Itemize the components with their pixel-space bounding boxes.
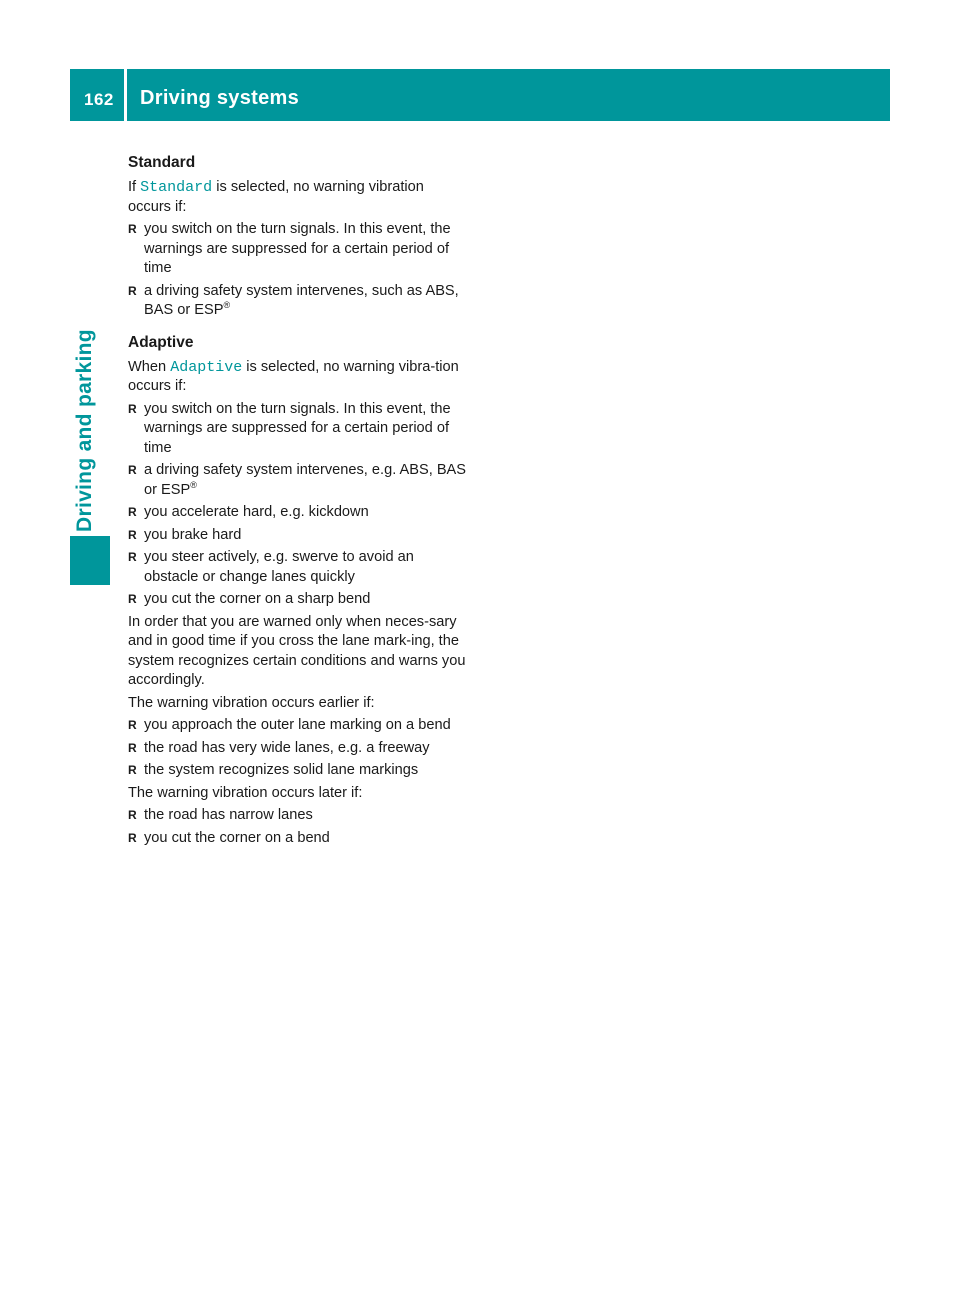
standard-intro-pre: If — [128, 179, 141, 195]
list-item: R you brake hard — [128, 526, 468, 546]
adaptive-heading: Adaptive — [128, 333, 194, 351]
bullet-marker: R — [128, 527, 137, 542]
list-item: R you switch on the turn signals. In this event, the warnings are suppressed for a certain period of time — [128, 400, 451, 456]
list-item: R a driving safety system intervenes, such as ABS, BAS or ESP® — [128, 282, 459, 318]
side-tab-label: Driving and parking — [73, 329, 96, 532]
side-tab-marker — [70, 536, 110, 585]
list-item: R the system recognizes solid lane markings — [128, 761, 468, 781]
adaptive-keyword: Adaptive — [170, 358, 243, 376]
bullet-marker: R — [128, 718, 137, 732]
list-item: R the road has very wide lanes, e.g. a freeway — [128, 739, 468, 759]
standard-intro-post: is selected, no warning vibration occurs if: — [128, 179, 424, 215]
bullet-marker: R — [128, 808, 137, 822]
standard-heading: Standard — [128, 154, 196, 171]
adaptive-intro-pre: When — [128, 358, 171, 375]
header-divider — [124, 69, 127, 121]
bullet-marker: R — [128, 763, 137, 777]
list-item: R you approach the outer lane marking on a bend — [128, 716, 468, 736]
earlier-list — [128, 716, 468, 781]
adaptive-intro-post: is selected, no warning vibra-tion occurs if: — [128, 358, 459, 394]
standard-intro — [128, 178, 468, 217]
list-item: R you switch on the turn signals. In this event, the warnings are suppressed for a certain period of time — [128, 221, 451, 276]
conditions-paragraph: In order that you are warned only when neces-sary and in good time if you cross the lane mark-ing, the system recognizes certain conditions and warns you accordingly. — [128, 613, 466, 688]
earlier-intro: The warning vibration occurs earlier if: — [128, 694, 375, 711]
list-item: R you cut the corner on a sharp bend — [128, 590, 468, 610]
list-item: R a driving safety system intervenes, e.g. ABS, BAS or ESP® — [128, 462, 467, 498]
later-list — [128, 806, 468, 848]
bullet-marker: R — [128, 401, 137, 416]
list-item: R you accelerate hard, e.g. kickdown — [128, 503, 468, 523]
page-number: 162 — [84, 90, 114, 109]
main-content — [128, 153, 468, 851]
bullet-marker: R — [128, 283, 137, 298]
registered-mark: ® — [223, 300, 231, 311]
bullet-marker: R — [128, 830, 137, 845]
bullet-marker: R — [128, 550, 137, 564]
standard-list — [128, 220, 468, 321]
adaptive-list — [128, 400, 468, 610]
bullet-marker: R — [128, 463, 137, 477]
bullet-marker: R — [128, 222, 137, 236]
registered-mark: ® — [190, 479, 197, 490]
list-item: R you steer actively, e.g. swerve to avoid an obstacle or change lanes quickly — [128, 549, 414, 585]
adaptive-intro — [128, 358, 468, 397]
section-title: Driving systems — [140, 87, 300, 109]
bullet-marker: R — [128, 740, 137, 755]
standard-keyword: Standard — [140, 179, 213, 196]
later-intro: The warning vibration occurs later if: — [128, 784, 363, 801]
bullet-marker: R — [128, 505, 137, 519]
list-item: R the road has narrow lanes — [128, 806, 468, 826]
list-item: R you cut the corner on a bend — [128, 829, 468, 849]
bullet-marker: R — [128, 592, 137, 606]
